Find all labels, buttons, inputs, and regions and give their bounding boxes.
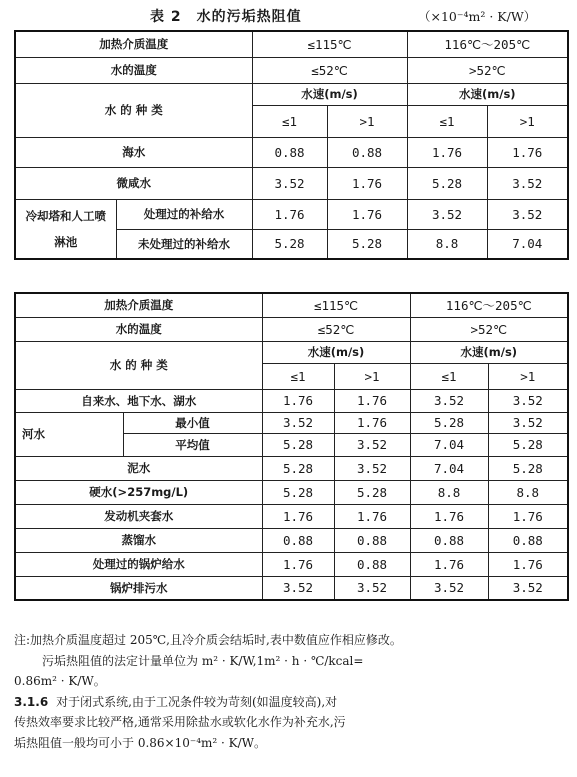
value-cell: 1.76 — [410, 552, 488, 576]
note-line: 注:加热介质温度超过 205℃,且冷介质会结垢时,表中数值应作相应修改。 — [14, 633, 402, 647]
header-cell-temp-high: 116℃～205℃ — [410, 293, 568, 317]
section-number: 3.1.6 — [14, 694, 49, 709]
value-cell: 5.28 — [262, 480, 334, 504]
header-cell-water-temp: 水的温度 — [15, 57, 252, 83]
group-label-river: 河水 — [15, 412, 123, 456]
header-cell-velocity: 水速(m/s) — [410, 341, 568, 363]
value-cell: 7.04 — [410, 433, 488, 456]
value-cell: 1.76 — [487, 137, 568, 167]
value-cell: 0.88 — [262, 528, 334, 552]
header-cell-heating-temp: 加热介质温度 — [15, 293, 262, 317]
paragraph-text: 对于闭式系统,由于工况条件较为苛刻(如温度较高),对 — [56, 694, 338, 709]
value-cell: 0.88 — [334, 552, 410, 576]
header-cell-water-low: ≤52℃ — [252, 57, 407, 83]
notes-block — [14, 630, 564, 753]
table-row — [15, 480, 568, 504]
header-cell-le1: ≤1 — [262, 363, 334, 389]
header-cell-water-low: ≤52℃ — [262, 317, 410, 341]
value-cell: 1.76 — [334, 504, 410, 528]
header-cell-water-high: >52℃ — [410, 317, 568, 341]
table-row — [15, 528, 568, 552]
row-label: 硬水(>257mg/L) — [15, 480, 262, 504]
value-cell: 1.76 — [488, 504, 568, 528]
value-cell: 3.52 — [488, 389, 568, 412]
value-cell: 1.76 — [334, 389, 410, 412]
row-label: 平均值 — [123, 433, 262, 456]
value-cell: 0.88 — [334, 528, 410, 552]
table-row — [15, 504, 568, 528]
value-cell: 3.52 — [334, 576, 410, 600]
value-cell: 5.28 — [262, 456, 334, 480]
paragraph-line: 传热效率要求比较严格,通常采用除盐水或软化水作为补充水,污 — [14, 715, 346, 729]
value-cell: 0.88 — [488, 528, 568, 552]
row-label: 最小值 — [123, 412, 262, 433]
row-label: 锅炉排污水 — [15, 576, 262, 600]
table-row — [15, 552, 568, 576]
table-row — [15, 137, 568, 167]
table-row — [15, 293, 568, 317]
fouling-table-1 — [14, 30, 569, 260]
value-cell: 1.76 — [252, 199, 327, 229]
row-label: 自来水、地下水、湖水 — [15, 389, 262, 412]
paragraph-line — [14, 692, 564, 713]
table-row — [15, 456, 568, 480]
value-cell: 3.52 — [262, 576, 334, 600]
value-cell: 3.52 — [334, 433, 410, 456]
value-cell: 3.52 — [262, 412, 334, 433]
table-row — [15, 389, 568, 412]
value-cell: 1.76 — [262, 389, 334, 412]
value-cell: 0.88 — [327, 137, 407, 167]
paragraph-line: 垢热阻值一般均可小于 0.86×10⁻⁴m² · K/W。 — [14, 735, 266, 750]
value-cell: 5.28 — [327, 229, 407, 259]
header-cell-water-temp: 水的温度 — [15, 317, 262, 341]
value-cell: 1.76 — [488, 552, 568, 576]
value-cell: 1.76 — [262, 504, 334, 528]
header-cell-gt1: >1 — [488, 363, 568, 389]
row-label: 处理过的锅炉给水 — [15, 552, 262, 576]
value-cell: 3.52 — [334, 456, 410, 480]
value-cell: 3.52 — [252, 167, 327, 199]
header-cell-le1: ≤1 — [252, 105, 327, 137]
header-cell-velocity: 水速(m/s) — [252, 83, 407, 105]
header-cell-le1: ≤1 — [407, 105, 487, 137]
table-title: 表 2 水的污垢热阻值 — [150, 9, 302, 25]
value-cell: 1.76 — [407, 137, 487, 167]
group-label-cooling-tower: 冷却塔和人工喷淋池 — [15, 199, 116, 259]
table-row — [15, 167, 568, 199]
header-cell-water-high: >52℃ — [407, 57, 568, 83]
note-line: 污垢热阻值的法定计量单位为 m² · K/W,1m² · h · ℃/kcal= — [42, 653, 364, 668]
table-title-bar — [0, 4, 577, 26]
header-cell-velocity: 水速(m/s) — [262, 341, 410, 363]
row-label: 海水 — [15, 137, 252, 167]
table-row — [15, 576, 568, 600]
row-label: 处理过的补给水 — [116, 199, 252, 229]
value-cell: 1.76 — [327, 199, 407, 229]
header-cell-temp-low: ≤115℃ — [262, 293, 410, 317]
value-cell: 8.8 — [488, 480, 568, 504]
header-cell-temp-high: 116℃～205℃ — [407, 31, 568, 57]
value-cell: 7.04 — [487, 229, 568, 259]
value-cell: 1.76 — [327, 167, 407, 199]
row-label: 蒸馏水 — [15, 528, 262, 552]
header-cell-temp-low: ≤115℃ — [252, 31, 407, 57]
value-cell: 1.76 — [334, 412, 410, 433]
value-cell: 0.88 — [410, 528, 488, 552]
header-cell-water-type: 水 的 种 类 — [15, 83, 252, 137]
value-cell: 3.52 — [410, 576, 488, 600]
header-cell-gt1: >1 — [334, 363, 410, 389]
value-cell: 5.28 — [488, 456, 568, 480]
value-cell: 5.28 — [252, 229, 327, 259]
header-cell-le1: ≤1 — [410, 363, 488, 389]
table-row — [15, 412, 568, 433]
note-line: 0.86m² · K/W。 — [14, 674, 106, 688]
value-cell: 5.28 — [407, 167, 487, 199]
fouling-table-2 — [14, 292, 569, 601]
header-cell-water-type: 水 的 种 类 — [15, 341, 262, 389]
value-cell: 5.28 — [488, 433, 568, 456]
value-cell: 3.52 — [487, 199, 568, 229]
table-row — [15, 199, 568, 229]
value-cell: 8.8 — [410, 480, 488, 504]
value-cell: 1.76 — [262, 552, 334, 576]
value-cell: 3.52 — [407, 199, 487, 229]
value-cell: 5.28 — [334, 480, 410, 504]
value-cell: 3.52 — [410, 389, 488, 412]
value-cell: 1.76 — [410, 504, 488, 528]
table-row — [15, 83, 568, 105]
value-cell: 7.04 — [410, 456, 488, 480]
table-row — [15, 317, 568, 341]
header-cell-gt1: >1 — [487, 105, 568, 137]
value-cell: 5.28 — [262, 433, 334, 456]
header-cell-gt1: >1 — [327, 105, 407, 137]
value-cell: 5.28 — [410, 412, 488, 433]
value-cell: 8.8 — [407, 229, 487, 259]
value-cell: 3.52 — [487, 167, 568, 199]
table-row — [15, 341, 568, 363]
row-label: 泥水 — [15, 456, 262, 480]
value-cell: 0.88 — [252, 137, 327, 167]
row-label: 未处理过的补给水 — [116, 229, 252, 259]
table-row — [15, 57, 568, 83]
header-cell-velocity: 水速(m/s) — [407, 83, 568, 105]
header-cell-heating-temp: 加热介质温度 — [15, 31, 252, 57]
value-cell: 3.52 — [488, 576, 568, 600]
row-label: 发动机夹套水 — [15, 504, 262, 528]
value-cell: 3.52 — [488, 412, 568, 433]
row-label: 微咸水 — [15, 167, 252, 199]
table-unit: （×10⁻⁴m² · K/W） — [418, 9, 537, 24]
table-row — [15, 31, 568, 57]
